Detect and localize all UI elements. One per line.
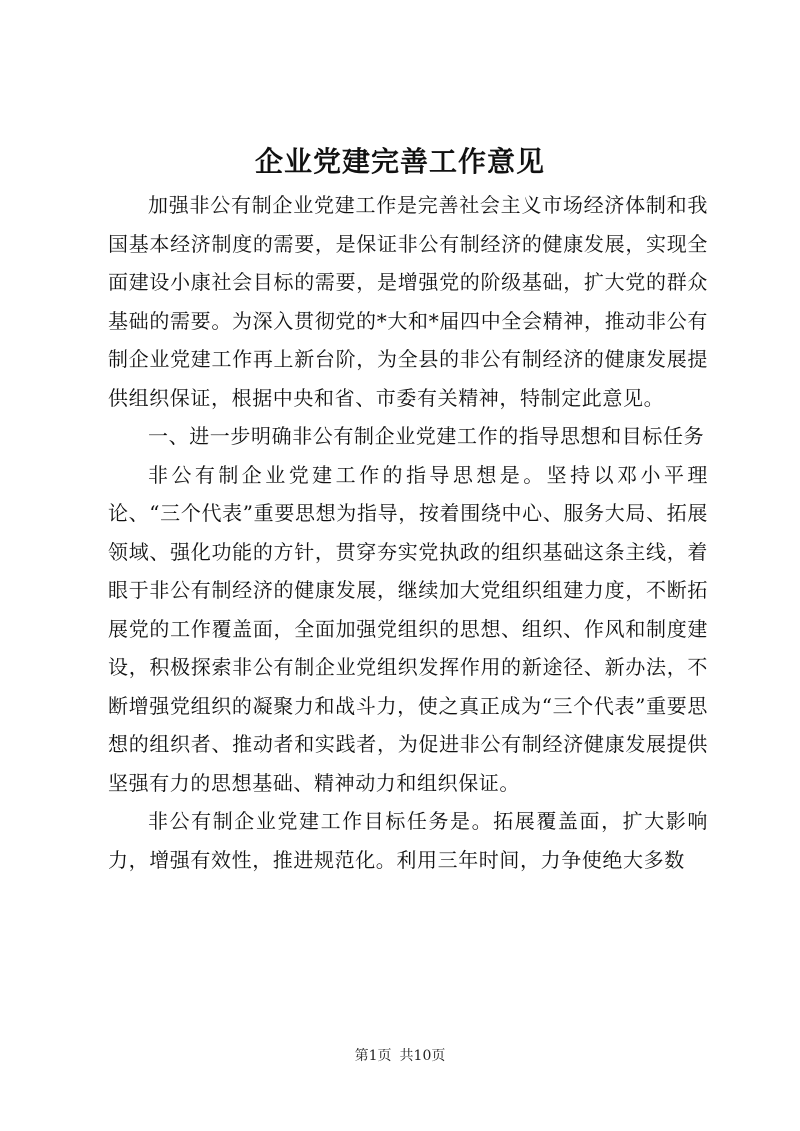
page-footer [0, 1046, 800, 1066]
section-heading-1: 一、进一步明确非公有制企业党建工作的指导思想和目标任务 [148, 424, 705, 448]
document-body [108, 186, 708, 879]
page-total: 共10页 [399, 1048, 446, 1064]
paragraph-goals: 非公有制企业党建工作目标任务是。拓展覆盖面，扩大影响力，增强有效性，推进规范化。利用三年时间，力争使绝大多数 [108, 809, 708, 872]
paragraph-guiding-ideology: 非公有制企业党建工作的指导思想是。坚持以邓小平理论、“三个代表”重要思想为指导，按着围绕中心、服务大局、拓展领域、强化功能的方针，贯穿夯实党执政的组织基础这条主线，着眼于非公有制经济的健康发展，继续加大党组织组建力度，不断拓展党的工作覆盖面，全面加强党组织的思想、组织、作风和制度建设，积极探索非公有制企业党组织发挥作用的新途径、新办法，不断增强党组织的凝聚力和战斗力，使之真正成为“三个代表”重要思想的组织者、推动者和实践者，为促进非公有制经济健康发展提供坚强有力的思想基础、精神动力和组织保证。 [108, 462, 708, 795]
page-number: 第1页 [354, 1048, 392, 1064]
document-title: 企业党建完善工作意见 [254, 145, 545, 178]
paragraph-intro: 加强非公有制企业党建工作是完善社会主义市场经济体制和我国基本经济制度的需要，是保证非公有制经济的健康发展，实现全面建设小康社会目标的需要，是增强党的阶级基础，扩大党的群众基础的需要。为深入贯彻党的*大和*届四中全会精神，推动非公有制企业党建工作再上新台阶，为全县的非公有制经济的健康发展提供组织保证，根据中央和省、市委有关精神，特制定此意见。 [108, 193, 708, 410]
